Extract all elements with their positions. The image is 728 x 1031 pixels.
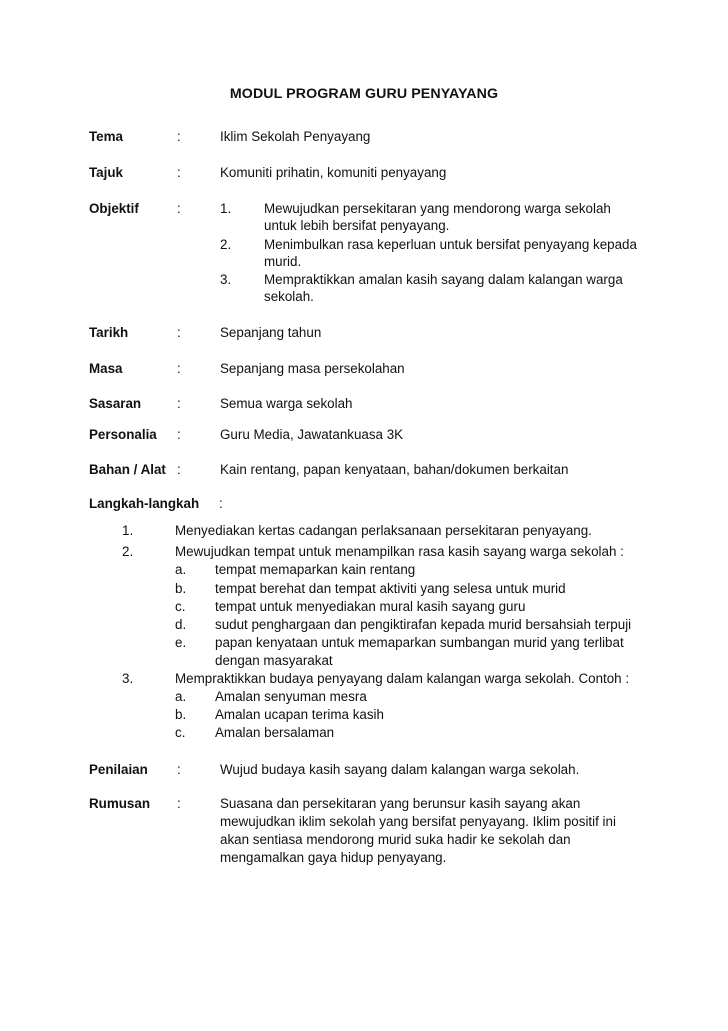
sasaran-label: Sasaran bbox=[89, 396, 142, 411]
objektif-label: Objektif bbox=[89, 201, 139, 216]
substep-text: papan kenyataan untuk memaparkan sumbangan murid yang terlibat bbox=[215, 635, 624, 650]
step-text: Menyediakan kertas cadangan perlaksanaan persekitaran penyayang. bbox=[175, 523, 592, 538]
objektif-item-number: 3. bbox=[220, 272, 232, 287]
substep-letter: d. bbox=[175, 617, 187, 632]
substep-text: Amalan ucapan terima kasih bbox=[215, 707, 384, 722]
substep-text: tempat berehat dan tempat aktiviti yang selesa untuk murid bbox=[215, 581, 566, 596]
substep-letter: c. bbox=[175, 599, 186, 614]
tema-colon: : bbox=[177, 129, 181, 144]
rumusan-label: Rumusan bbox=[89, 796, 151, 811]
objektif-item-line: Mewujudkan persekitaran yang mendorong warga sekolah bbox=[264, 201, 611, 216]
substep-text: sudut penghargaan dan pengiktirafan kepada murid bersahsiah terpuji bbox=[215, 617, 632, 632]
substep-letter: a. bbox=[175, 562, 187, 577]
tarikh-label: Tarikh bbox=[89, 325, 129, 340]
rumusan-line: mewujudkan iklim sekolah yang bersifat penyayang. Iklim positif ini bbox=[220, 814, 616, 829]
substep-text: tempat memaparkan kain rentang bbox=[215, 562, 416, 577]
penilaian-value: Wujud budaya kasih sayang dalam kalangan warga sekolah. bbox=[220, 762, 580, 777]
tarikh-value: Sepanjang tahun bbox=[220, 325, 322, 340]
bahan-value: Kain rentang, papan kenyataan, bahan/dokumen berkaitan bbox=[220, 462, 569, 477]
substep-letter: b. bbox=[175, 581, 187, 596]
sasaran-value: Semua warga sekolah bbox=[220, 396, 353, 411]
substep-text: Amalan bersalaman bbox=[215, 725, 335, 740]
step-text: Mewujudkan tempat untuk menampilkan rasa kasih sayang warga sekolah : bbox=[175, 544, 624, 559]
substep-letter: a. bbox=[175, 689, 187, 704]
substep-text: tempat untuk menyediakan mural kasih sayang guru bbox=[215, 599, 526, 614]
tarikh-colon: : bbox=[177, 325, 181, 340]
masa-colon: : bbox=[177, 361, 181, 376]
objektif-colon: : bbox=[177, 201, 181, 216]
penilaian-label: Penilaian bbox=[89, 762, 148, 777]
personalia-colon: : bbox=[177, 427, 181, 442]
step-number: 2. bbox=[122, 544, 134, 559]
objektif-item-line: Menimbulkan rasa keperluan untuk bersifat penyayang kepada bbox=[264, 237, 637, 252]
rumusan-colon: : bbox=[177, 796, 181, 811]
objektif-item-line: sekolah. bbox=[264, 289, 314, 304]
objektif-item-line: murid. bbox=[264, 254, 302, 269]
substep-letter: b. bbox=[175, 707, 187, 722]
personalia-value: Guru Media, Jawatankuasa 3K bbox=[220, 427, 404, 442]
masa-value: Sepanjang masa persekolahan bbox=[220, 361, 405, 376]
tema-value: Iklim Sekolah Penyayang bbox=[220, 129, 371, 144]
substep-text: Amalan senyuman mesra bbox=[215, 689, 367, 704]
bahan-label: Bahan / Alat bbox=[89, 462, 166, 477]
rumusan-line: akan sentiasa mendorong murid suka hadir ke sekolah dan bbox=[220, 832, 571, 847]
step-text: Mempraktikkan budaya penyayang dalam kalangan warga sekolah. Contoh : bbox=[175, 671, 630, 686]
document-title: MODUL PROGRAM GURU PENYAYANG bbox=[229, 86, 499, 102]
bahan-colon: : bbox=[177, 462, 181, 477]
step-number: 3. bbox=[122, 671, 134, 686]
objektif-item-number: 2. bbox=[220, 237, 232, 252]
tajuk-colon: : bbox=[177, 165, 181, 180]
step-number: 1. bbox=[122, 523, 134, 538]
substep-text: dengan masyarakat bbox=[215, 653, 333, 668]
langkah-label: Langkah-langkah bbox=[89, 496, 200, 511]
masa-label: Masa bbox=[89, 361, 123, 376]
penilaian-colon: : bbox=[177, 762, 181, 777]
tajuk-value: Komuniti prihatin, komuniti penyayang bbox=[220, 165, 447, 180]
sasaran-colon: : bbox=[177, 396, 181, 411]
langkah-colon: : bbox=[219, 496, 223, 511]
objektif-item-line: Mempraktikkan amalan kasih sayang dalam kalangan warga bbox=[264, 272, 623, 287]
personalia-label: Personalia bbox=[89, 427, 157, 442]
substep-letter: c. bbox=[175, 725, 186, 740]
objektif-item-line: untuk lebih bersifat penyayang. bbox=[264, 218, 450, 233]
objektif-item-number: 1. bbox=[220, 201, 232, 216]
tajuk-label: Tajuk bbox=[89, 165, 123, 180]
rumusan-line: mengamalkan gaya hidup penyayang. bbox=[220, 850, 447, 865]
substep-letter: e. bbox=[175, 635, 187, 650]
rumusan-line: Suasana dan persekitaran yang berunsur kasih sayang akan bbox=[220, 796, 581, 811]
tema-label: Tema bbox=[89, 129, 123, 144]
